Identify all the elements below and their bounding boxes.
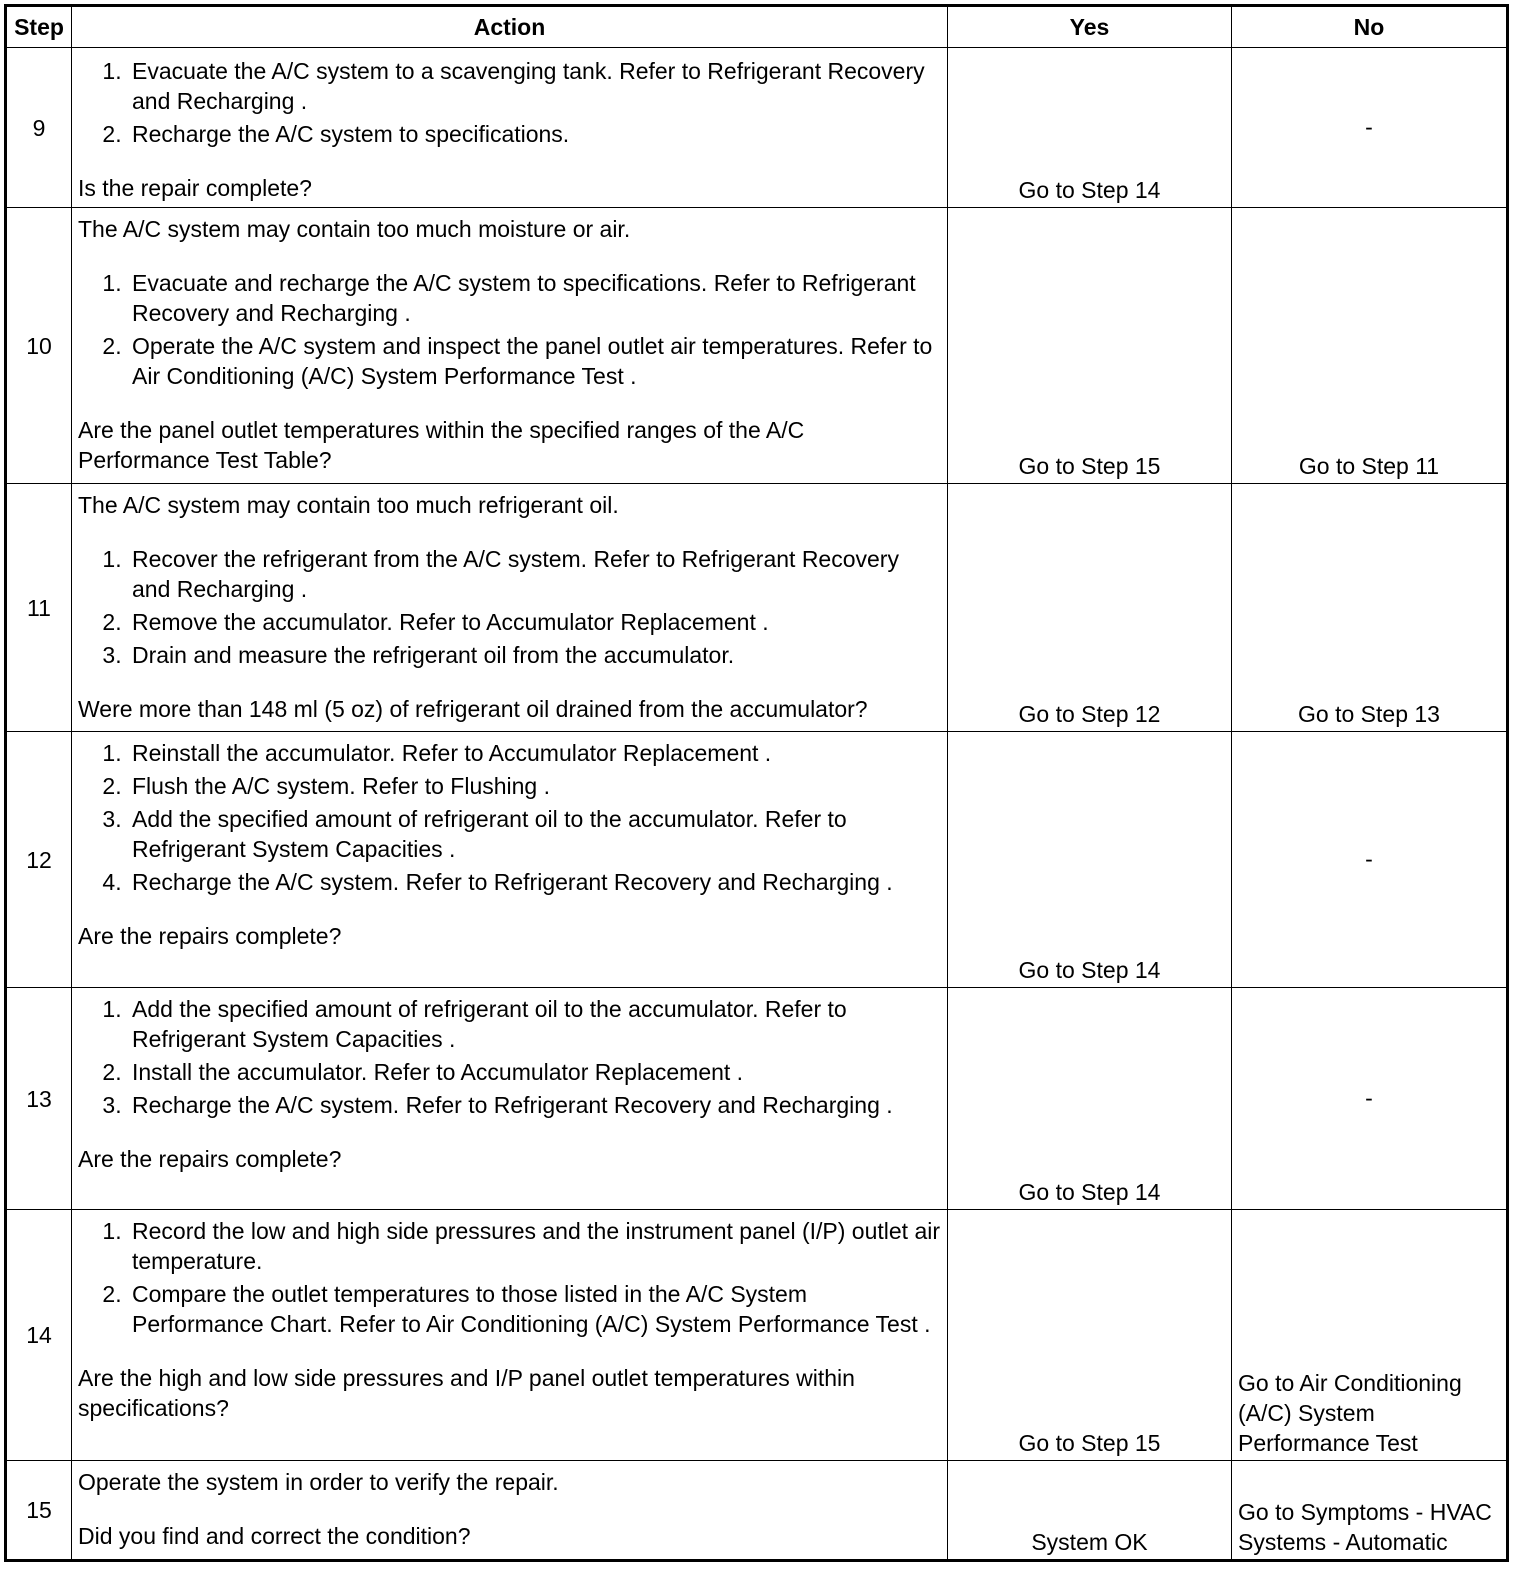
table-row — [6, 987, 1508, 1209]
yes-result: Go to Step 14 — [948, 732, 1232, 988]
action-list — [78, 738, 941, 897]
table-row — [6, 208, 1508, 484]
table-row — [6, 1210, 1508, 1460]
list-item: 3. Drain and measure the refrigerant oil from the accumulator. — [128, 640, 941, 670]
no-result: Go to Symptoms - HVAC Systems - Automatic — [1232, 1460, 1508, 1560]
list-item: 3. Recharge the A/C system. Refer to Refrigerant Recovery and Recharging . — [128, 1090, 941, 1120]
list-item: 1. Record the low and high side pressures and the instrument panel (I/P) outlet air temperature. — [128, 1216, 941, 1276]
step-number: 14 — [6, 1210, 72, 1460]
action-list — [78, 544, 941, 670]
diagnostic-table — [4, 4, 1509, 1562]
list-item: 3. Add the specified amount of refrigerant oil to the accumulator. Refer to Refrigerant System Capacities . — [128, 804, 941, 864]
table-row — [6, 483, 1508, 731]
action-list — [78, 268, 941, 391]
action-list — [78, 994, 941, 1120]
action-cell — [72, 732, 948, 988]
action-list — [78, 1216, 941, 1339]
no-result: - — [1232, 48, 1508, 208]
list-item: 1. Evacuate and recharge the A/C system to specifications. Refer to Refrigerant Recovery and Recharging . — [128, 268, 941, 328]
yes-result: Go to Step 15 — [948, 208, 1232, 484]
yes-result: Go to Step 15 — [948, 1210, 1232, 1460]
table-row — [6, 1460, 1508, 1560]
action-cell — [72, 1460, 948, 1560]
table-row — [6, 732, 1508, 988]
question-text: Are the panel outlet temperatures within the specified ranges of the A/C Performance Test Table? — [78, 417, 805, 474]
yes-result: Go to Step 14 — [948, 48, 1232, 208]
no-result: - — [1232, 987, 1508, 1209]
list-item: 2. Install the accumulator. Refer to Accumulator Replacement . — [128, 1057, 941, 1087]
list-item: 1. Add the specified amount of refrigerant oil to the accumulator. Refer to Refrigerant System Capacities . — [128, 994, 941, 1054]
action-cell — [72, 208, 948, 484]
no-result: Go to Step 11 — [1232, 208, 1508, 484]
header-no: No — [1232, 6, 1508, 48]
action-cell — [72, 1210, 948, 1460]
step-number: 9 — [6, 48, 72, 208]
question-text: Is the repair complete? — [78, 175, 312, 201]
no-result: Go to Step 13 — [1232, 483, 1508, 731]
header-action: Action — [72, 6, 948, 48]
no-result: - — [1232, 732, 1508, 988]
list-item: 2. Recharge the A/C system to specifications. — [128, 119, 941, 149]
step-number: 15 — [6, 1460, 72, 1560]
list-item: 1. Evacuate the A/C system to a scavenging tank. Refer to Refrigerant Recovery and Recharging . — [128, 56, 941, 116]
step-number: 10 — [6, 208, 72, 484]
yes-result: Go to Step 14 — [948, 987, 1232, 1209]
yes-result: Go to Step 12 — [948, 483, 1232, 731]
intro-text: The A/C system may contain too much refrigerant oil. — [78, 491, 619, 518]
no-result: Go to Air Conditioning (A/C) System Performance Test — [1232, 1210, 1508, 1460]
table-row — [6, 48, 1508, 208]
action-list — [78, 56, 941, 149]
step-number: 11 — [6, 483, 72, 731]
step-number: 12 — [6, 732, 72, 988]
list-item: 2. Compare the outlet temperatures to those listed in the A/C System Performance Chart. Refer to Air Conditioning (A/C) System Performance Test . — [128, 1279, 941, 1339]
list-item: 4. Recharge the A/C system. Refer to Refrigerant Recovery and Recharging . — [128, 867, 941, 897]
intro-text: Operate the system in order to verify the repair. — [78, 1468, 559, 1495]
list-item: 2. Remove the accumulator. Refer to Accumulator Replacement . — [128, 607, 941, 637]
question-text: Did you find and correct the condition? — [78, 1522, 471, 1549]
header-step: Step — [6, 6, 72, 48]
list-item: 2. Flush the A/C system. Refer to Flushing . — [128, 771, 941, 801]
question-text: Were more than 148 ml (5 oz) of refrigerant oil drained from the accumulator? — [78, 695, 868, 722]
action-cell — [72, 483, 948, 731]
list-item: 1. Reinstall the accumulator. Refer to Accumulator Replacement . — [128, 738, 941, 768]
action-cell — [72, 48, 948, 208]
question-text: Are the high and low side pressures and I/P panel outlet temperatures within specifications? — [78, 1365, 855, 1422]
question-text: Are the repairs complete? — [78, 923, 342, 950]
yes-result: System OK — [948, 1460, 1232, 1560]
header-yes: Yes — [948, 6, 1232, 48]
header-row — [6, 6, 1508, 48]
list-item: 2. Operate the A/C system and inspect the panel outlet air temperatures. Refer to Air Conditioning (A/C) System Performance Test . — [128, 331, 941, 391]
step-number: 13 — [6, 987, 72, 1209]
question-text: Are the repairs complete? — [78, 1145, 342, 1172]
list-item: 1. Recover the refrigerant from the A/C system. Refer to Refrigerant Recovery and Recharging . — [128, 544, 941, 604]
action-cell — [72, 987, 948, 1209]
intro-text: The A/C system may contain too much moisture or air. — [78, 216, 631, 243]
